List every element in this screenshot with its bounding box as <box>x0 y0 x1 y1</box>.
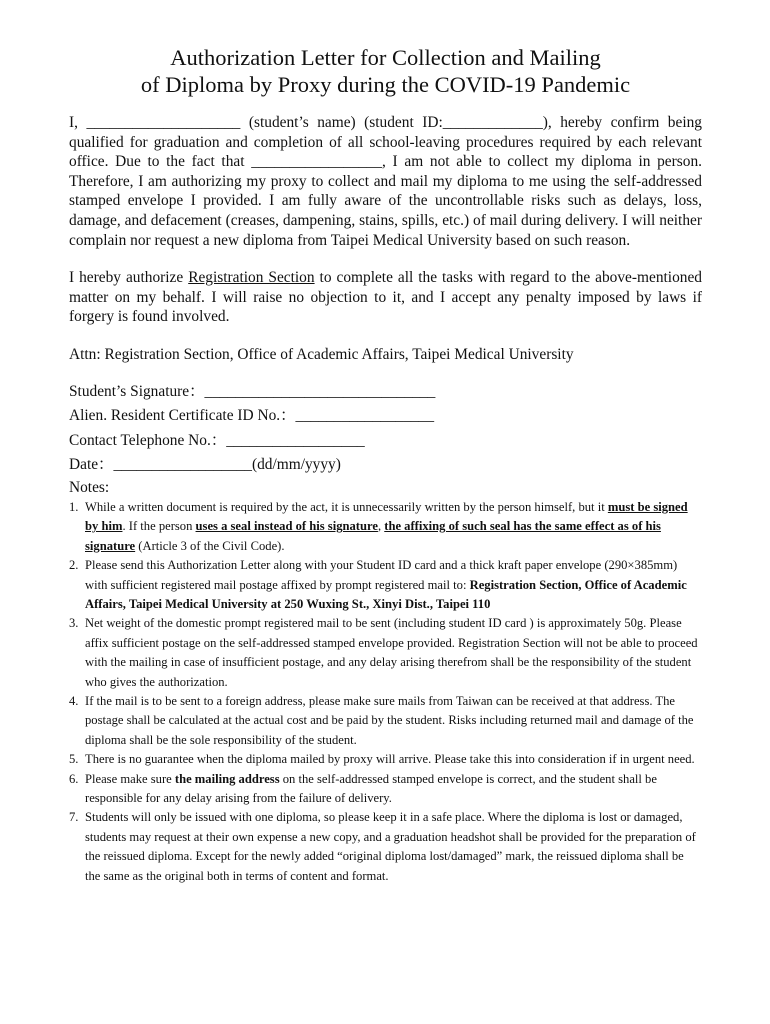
note-2 <box>69 556 702 614</box>
note-number: 3. <box>69 616 79 631</box>
student-signature-field: Student’s Signature：______________________________ <box>69 382 436 400</box>
authorization-paragraph <box>69 268 702 327</box>
note-text: Net weight of the domestic prompt registered mail to be sent (including student ID card ) is approximately 50g. Please affix sufficient postage on the self-addressed stamped envelope provided. Registration Section will not be able to proceed with the mailing in case of insufficient postage, and any delay arising therefrom shall be the responsibility of the student who gives the authorization. <box>85 616 698 689</box>
note-text: (Article 3 of the Civil Code). <box>135 538 285 553</box>
arc-id-field: Alien. Resident Certificate ID No.：__________________ <box>69 407 435 425</box>
note-emphasis: the mailing address <box>174 771 280 786</box>
notes-heading: Notes: <box>69 478 110 496</box>
note-3 <box>69 614 702 692</box>
note-5 <box>69 750 702 769</box>
title-line-2: of Diploma by Proxy during the COVID-19 Pandemic <box>140 72 631 97</box>
note-emphasis: uses a seal instead of his signature <box>195 519 378 534</box>
declaration-text: I, ____________________ (student’s name) (student ID:_____________), hereby confirm being qualified for graduation and completion of all school-leaving procedures required by each relevant office. Due to the fact that _________________, I am not able to collect my diploma in person. Therefore, I am authorizing my proxy to collect and mail my diploma to me using the self-addressed stamped envelope I provided. I am fully aware of the uncontrollable risks such as delays, loss, damage, and defacement (creases, dampening, stains, spills, etc.) of mail during delivery. I will neither complain nor request a new diploma from Taipei Medical University based on such reason. <box>69 114 702 249</box>
note-text: on the self-addressed stamped envelope is correct, and the student shall be responsible for any delay arising from the failure of delivery. <box>85 771 657 805</box>
note-text: . If the person <box>122 519 196 534</box>
note-number: 7. <box>69 810 79 825</box>
notes-list <box>69 498 702 886</box>
note-emphasis: must be signed by him <box>85 499 688 534</box>
note-7 <box>69 808 702 886</box>
authorized-party: Registration Section <box>188 269 315 287</box>
mailing-address: Registration Section, Office of Academic Affairs, Taipei Medical University at 250 Wuxing St., Xinyi Dist., Taipei 110 <box>85 577 687 611</box>
note-4 <box>69 692 702 750</box>
note-text: If the mail is to be sent to a foreign address, please make sure mails from Taiwan can be received at that address. The postage shall be calculated at the actual cost and be paid by the student. Risks including returned mail and damage of the diploma shall be the sole responsibility of the student. <box>85 693 694 747</box>
authorization-text-after: to complete all the tasks with regard to the above-mentioned matter on my behalf. I will raise no objection to it, and I accept any penalty imposed by laws if forgery is found involved. <box>69 269 702 326</box>
note-number: 5. <box>69 752 79 767</box>
note-6 <box>69 770 702 809</box>
declaration-paragraph <box>69 113 702 250</box>
signature-fields <box>69 380 702 478</box>
note-number: 4. <box>69 693 79 708</box>
note-text: Please send this Authorization Letter along with your Student ID card and a thick kraft paper envelope (290×385mm) with sufficient registered mail postage affixed by prompt registered mail to: <box>85 558 678 592</box>
note-text: While a written document is required by the act, it is unnecessarily written by the person himself, but it <box>85 499 608 514</box>
note-number: 6. <box>69 771 79 786</box>
note-text: , <box>377 519 385 534</box>
attention-line: Attn: Registration Section, Office of Academic Affairs, Taipei Medical University <box>69 345 574 363</box>
contact-phone-field: Contact Telephone No.：__________________ <box>69 431 365 449</box>
note-number: 1. <box>69 499 79 514</box>
title-line-1: Authorization Letter for Collection and Mailing <box>170 45 601 70</box>
note-emphasis: the affixing of such seal has the same effect as of his signature <box>85 519 661 553</box>
document-title <box>69 0 702 98</box>
note-1 <box>69 498 702 556</box>
date-field: Date：__________________(dd/mm/yyyy) <box>69 456 341 474</box>
authorization-text-before: I hereby authorize <box>69 269 189 287</box>
note-text: There is no guarantee when the diploma mailed by proxy will arrive. Please take this into consideration if in urgent need. <box>85 752 695 767</box>
note-number: 2. <box>69 558 79 573</box>
note-text: Please make sure <box>85 771 175 786</box>
note-text: Students will only be issued with one diploma, so please keep it in a safe place. Where the diploma is lost or damaged, students may request at their own expense a new copy, and a graduation headshot shall be provided for the preparation of the reissued diploma. Except for the newly added “original diploma lost/damaged” mark, the reissued diploma shall be the same as the original both in terms of content and format. <box>85 810 696 883</box>
